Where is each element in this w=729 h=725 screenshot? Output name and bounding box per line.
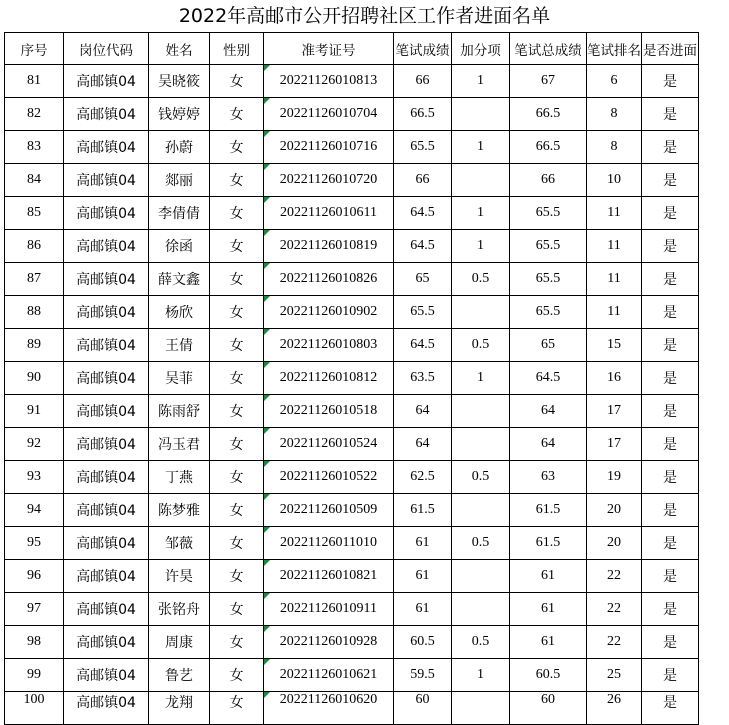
cell-name[interactable]: 吴菲 <box>149 362 210 395</box>
cell-post-code[interactable]: 高邮镇04 <box>64 428 149 461</box>
cell-gender[interactable]: 女 <box>210 131 264 164</box>
cell-seq[interactable]: 82 <box>5 98 64 131</box>
cell-gender[interactable]: 女 <box>210 65 264 98</box>
cell-rank[interactable]: 6 <box>587 65 642 98</box>
cell-total-score[interactable]: 60 <box>510 692 587 725</box>
header-bonus[interactable]: 加分项 <box>452 33 510 65</box>
cell-bonus[interactable]: 1 <box>452 131 510 164</box>
cell-post-code[interactable]: 高邮镇04 <box>64 98 149 131</box>
cell-exam-id[interactable] <box>264 296 394 329</box>
exam-id-text: 20221126010819 <box>279 238 378 253</box>
cell-gender[interactable]: 女 <box>210 428 264 461</box>
table-row <box>5 494 699 527</box>
cell-post-code[interactable]: 高邮镇04 <box>64 692 149 725</box>
cell-written-score[interactable]: 64.5 <box>394 230 452 263</box>
cell-exam-id[interactable] <box>264 329 394 362</box>
comment-marker-icon <box>264 296 270 302</box>
cell-name[interactable]: 薛文鑫 <box>149 263 210 296</box>
cell-rank[interactable]: 11 <box>587 263 642 296</box>
table-row <box>5 296 699 329</box>
cell-written-score[interactable]: 64 <box>394 428 452 461</box>
table-row <box>5 461 699 494</box>
exam-id-text: 20221126010812 <box>279 370 378 385</box>
cell-bonus[interactable] <box>452 395 510 428</box>
table-row <box>5 527 699 560</box>
cell-written-score[interactable]: 61.5 <box>394 494 452 527</box>
cell-bonus[interactable] <box>452 98 510 131</box>
cell-seq[interactable]: 84 <box>5 164 64 197</box>
cell-interview[interactable]: 是 <box>642 692 699 725</box>
table-row <box>5 263 699 296</box>
cell-seq[interactable]: 98 <box>5 626 64 659</box>
cell-written-score[interactable]: 64.5 <box>394 329 452 362</box>
cell-exam-id[interactable] <box>264 65 394 98</box>
cell-bonus[interactable] <box>452 428 510 461</box>
cell-name[interactable]: 吴晓筱 <box>149 65 210 98</box>
cell-bonus[interactable]: 1 <box>452 659 510 692</box>
cell-seq[interactable]: 94 <box>5 494 64 527</box>
cell-written-score[interactable]: 65.5 <box>394 296 452 329</box>
cell-post-code[interactable]: 高邮镇04 <box>64 65 149 98</box>
cell-interview[interactable]: 是 <box>642 230 699 263</box>
cell-rank[interactable]: 15 <box>587 329 642 362</box>
header-interview[interactable]: 是否进面 <box>642 33 699 65</box>
comment-marker-icon <box>264 428 270 434</box>
cell-bonus[interactable] <box>452 593 510 626</box>
cell-post-code[interactable]: 高邮镇04 <box>64 527 149 560</box>
cell-total-score[interactable]: 64.5 <box>510 362 587 395</box>
exam-id-text: 20221126010902 <box>279 304 378 319</box>
table-row <box>5 230 699 263</box>
cell-seq[interactable]: 86 <box>5 230 64 263</box>
cell-bonus[interactable] <box>452 296 510 329</box>
cell-seq[interactable]: 99 <box>5 659 64 692</box>
exam-id-text: 20221126010524 <box>279 436 378 451</box>
cell-total-score[interactable]: 60.5 <box>510 659 587 692</box>
page-title: 2022年高邮市公开招聘社区工作者进面名单 <box>178 5 551 27</box>
cell-seq[interactable]: 89 <box>5 329 64 362</box>
cell-bonus[interactable]: 0.5 <box>452 329 510 362</box>
table-row <box>5 395 699 428</box>
cell-post-code[interactable]: 高邮镇04 <box>64 329 149 362</box>
cell-interview[interactable]: 是 <box>642 428 699 461</box>
cell-name[interactable]: 鲁艺 <box>149 659 210 692</box>
exam-id-text: 20221126010611 <box>280 205 377 220</box>
cell-seq[interactable]: 96 <box>5 560 64 593</box>
cell-gender[interactable]: 女 <box>210 329 264 362</box>
comment-marker-icon <box>264 164 270 170</box>
cell-bonus[interactable]: 1 <box>452 65 510 98</box>
cell-rank[interactable]: 17 <box>587 428 642 461</box>
exam-id-text: 20221126010821 <box>279 568 378 583</box>
exam-id-text: 20221126010826 <box>279 271 378 286</box>
comment-marker-icon <box>264 362 270 368</box>
cell-exam-id[interactable] <box>264 164 394 197</box>
cell-exam-id[interactable] <box>264 626 394 659</box>
cell-rank[interactable]: 11 <box>587 296 642 329</box>
cell-bonus[interactable]: 1 <box>452 197 510 230</box>
cell-written-score[interactable]: 59.5 <box>394 659 452 692</box>
comment-marker-icon <box>264 197 270 203</box>
cell-rank[interactable]: 19 <box>587 461 642 494</box>
comment-marker-icon <box>264 560 270 566</box>
cell-exam-id[interactable] <box>264 527 394 560</box>
cell-interview[interactable]: 是 <box>642 65 699 98</box>
cell-name[interactable]: 冯玉君 <box>149 428 210 461</box>
cell-exam-id[interactable] <box>264 197 394 230</box>
cell-exam-id[interactable] <box>264 494 394 527</box>
cell-post-code[interactable]: 高邮镇04 <box>64 626 149 659</box>
cell-name[interactable]: 李倩倩 <box>149 197 210 230</box>
cell-gender[interactable]: 女 <box>210 263 264 296</box>
cell-total-score[interactable]: 65.5 <box>510 263 587 296</box>
table-row <box>5 197 699 230</box>
comment-marker-icon <box>264 593 270 599</box>
cell-rank[interactable]: 10 <box>587 164 642 197</box>
cell-bonus[interactable] <box>452 494 510 527</box>
exam-id-text: 20221126010716 <box>279 139 378 154</box>
cell-post-code[interactable]: 高邮镇04 <box>64 395 149 428</box>
cell-total-score[interactable]: 64 <box>510 395 587 428</box>
cell-name[interactable]: 许昊 <box>149 560 210 593</box>
cell-rank[interactable]: 22 <box>587 560 642 593</box>
cell-total-score[interactable]: 67 <box>510 65 587 98</box>
cell-exam-id[interactable] <box>264 428 394 461</box>
header-seq[interactable]: 序号 <box>5 33 64 65</box>
cell-gender[interactable]: 女 <box>210 560 264 593</box>
comment-marker-icon <box>264 131 270 137</box>
cell-exam-id[interactable] <box>264 395 394 428</box>
cell-exam-id[interactable] <box>264 560 394 593</box>
comment-marker-icon <box>264 98 270 104</box>
cell-rank[interactable]: 20 <box>587 494 642 527</box>
cell-total-score[interactable]: 66.5 <box>510 98 587 131</box>
cell-post-code[interactable]: 高邮镇04 <box>64 593 149 626</box>
cell-bonus[interactable]: 0.5 <box>452 263 510 296</box>
cell-written-score[interactable]: 66 <box>394 65 452 98</box>
cell-gender[interactable]: 女 <box>210 461 264 494</box>
comment-marker-icon <box>264 461 270 467</box>
cell-written-score[interactable]: 64 <box>394 395 452 428</box>
cell-name[interactable]: 王倩 <box>149 329 210 362</box>
cell-gender[interactable]: 女 <box>210 527 264 560</box>
cell-gender[interactable]: 女 <box>210 98 264 131</box>
comment-marker-icon <box>264 527 270 533</box>
cell-interview[interactable]: 是 <box>642 527 699 560</box>
cell-written-score[interactable]: 64.5 <box>394 197 452 230</box>
cell-interview[interactable]: 是 <box>642 329 699 362</box>
cell-seq[interactable]: 81 <box>5 65 64 98</box>
table-row <box>5 659 699 692</box>
cell-total-score[interactable]: 61 <box>510 626 587 659</box>
cell-name[interactable]: 徐函 <box>149 230 210 263</box>
cell-total-score[interactable]: 66.5 <box>510 131 587 164</box>
comment-marker-icon <box>264 65 270 71</box>
exam-id-text: 20221126010620 <box>279 692 378 707</box>
table-row <box>5 593 699 626</box>
comment-marker-icon <box>264 626 270 632</box>
cell-total-score[interactable]: 65.5 <box>510 230 587 263</box>
cell-interview[interactable]: 是 <box>642 164 699 197</box>
cell-exam-id[interactable] <box>264 230 394 263</box>
cell-gender[interactable]: 女 <box>210 659 264 692</box>
cell-post-code[interactable]: 高邮镇04 <box>64 131 149 164</box>
cell-rank[interactable]: 8 <box>587 98 642 131</box>
exam-id-text: 20221126010928 <box>279 634 378 649</box>
exam-id-text: 20221126010509 <box>279 502 378 517</box>
cell-rank[interactable]: 11 <box>587 197 642 230</box>
comment-marker-icon <box>264 494 270 500</box>
cell-seq[interactable]: 83 <box>5 131 64 164</box>
table-row <box>5 626 699 659</box>
exam-id-text: 20221126010704 <box>279 106 378 121</box>
cell-interview[interactable]: 是 <box>642 197 699 230</box>
cell-rank[interactable]: 22 <box>587 626 642 659</box>
exam-id-text: 20221126011010 <box>280 535 377 550</box>
cell-total-score[interactable]: 61.5 <box>510 527 587 560</box>
comment-marker-icon <box>264 329 270 335</box>
cell-interview[interactable]: 是 <box>642 494 699 527</box>
cell-bonus[interactable]: 1 <box>452 362 510 395</box>
cell-post-code[interactable]: 高邮镇04 <box>64 296 149 329</box>
cell-seq[interactable]: 85 <box>5 197 64 230</box>
cell-gender[interactable]: 女 <box>210 164 264 197</box>
cell-rank[interactable]: 17 <box>587 395 642 428</box>
table-row <box>5 131 699 164</box>
table-row <box>5 98 699 131</box>
cell-gender[interactable]: 女 <box>210 692 264 725</box>
cell-gender[interactable]: 女 <box>210 230 264 263</box>
cell-interview[interactable]: 是 <box>642 560 699 593</box>
cell-written-score[interactable]: 62.5 <box>394 461 452 494</box>
table-row <box>5 428 699 461</box>
cell-rank[interactable]: 16 <box>587 362 642 395</box>
exam-id-text: 20221126010911 <box>280 601 377 616</box>
cell-seq[interactable]: 90 <box>5 362 64 395</box>
table-row <box>5 362 699 395</box>
cell-gender[interactable]: 女 <box>210 362 264 395</box>
cell-gender[interactable]: 女 <box>210 494 264 527</box>
cell-post-code[interactable]: 高邮镇04 <box>64 659 149 692</box>
exam-id-text: 20221126010803 <box>279 337 378 352</box>
cell-name[interactable]: 陈雨舒 <box>149 395 210 428</box>
cell-exam-id[interactable] <box>264 131 394 164</box>
comment-marker-icon <box>264 263 270 269</box>
cell-bonus[interactable]: 0.5 <box>452 461 510 494</box>
cell-exam-id[interactable] <box>264 263 394 296</box>
cell-bonus[interactable]: 0.5 <box>452 626 510 659</box>
cell-written-score[interactable]: 60.5 <box>394 626 452 659</box>
header-rank[interactable]: 笔试排名 <box>587 33 642 65</box>
cell-gender[interactable]: 女 <box>210 593 264 626</box>
cell-total-score[interactable]: 64 <box>510 428 587 461</box>
cell-rank[interactable]: 26 <box>587 692 642 725</box>
cell-bonus[interactable] <box>452 560 510 593</box>
exam-id-text: 20221126010522 <box>279 469 378 484</box>
cell-total-score[interactable]: 65 <box>510 329 587 362</box>
comment-marker-icon <box>264 659 270 665</box>
exam-id-text: 20221126010518 <box>279 403 378 418</box>
cell-rank[interactable]: 11 <box>587 230 642 263</box>
cell-total-score[interactable]: 65.5 <box>510 296 587 329</box>
exam-id-text: 20221126010621 <box>279 667 378 682</box>
header-post-code[interactable]: 岗位代码 <box>64 33 149 65</box>
cell-seq[interactable]: 97 <box>5 593 64 626</box>
exam-id-text: 20221126010720 <box>279 172 378 187</box>
cell-written-score[interactable]: 65.5 <box>394 131 452 164</box>
table-row <box>5 560 699 593</box>
cell-name[interactable]: 杨欣 <box>149 296 210 329</box>
cell-post-code[interactable]: 高邮镇04 <box>64 230 149 263</box>
table-row <box>5 329 699 362</box>
cell-seq[interactable]: 100 <box>5 692 64 725</box>
cell-exam-id[interactable] <box>264 593 394 626</box>
cell-exam-id[interactable] <box>264 659 394 692</box>
cell-interview[interactable]: 是 <box>642 296 699 329</box>
cell-post-code[interactable]: 高邮镇04 <box>64 197 149 230</box>
cell-interview[interactable]: 是 <box>642 395 699 428</box>
cell-gender[interactable]: 女 <box>210 296 264 329</box>
exam-id-text: 20221126010813 <box>279 73 378 88</box>
cell-name[interactable]: 张铭舟 <box>149 593 210 626</box>
cell-seq[interactable]: 91 <box>5 395 64 428</box>
cell-interview[interactable]: 是 <box>642 362 699 395</box>
cell-interview[interactable]: 是 <box>642 461 699 494</box>
cell-name[interactable]: 邹薇 <box>149 527 210 560</box>
cell-total-score[interactable]: 61 <box>510 560 587 593</box>
cell-post-code[interactable]: 高邮镇04 <box>64 494 149 527</box>
cell-bonus[interactable] <box>452 164 510 197</box>
cell-written-score[interactable]: 61 <box>394 560 452 593</box>
cell-seq[interactable]: 92 <box>5 428 64 461</box>
cell-written-score[interactable]: 63.5 <box>394 362 452 395</box>
cell-name[interactable]: 龙翔 <box>149 692 210 725</box>
cell-name[interactable]: 孙蔚 <box>149 131 210 164</box>
comment-marker-icon <box>264 230 270 236</box>
cell-rank[interactable]: 20 <box>587 527 642 560</box>
cell-gender[interactable]: 女 <box>210 395 264 428</box>
cell-rank[interactable]: 25 <box>587 659 642 692</box>
cell-written-score[interactable]: 66 <box>394 164 452 197</box>
cell-seq[interactable]: 95 <box>5 527 64 560</box>
header-name[interactable]: 姓名 <box>149 33 210 65</box>
cell-exam-id[interactable] <box>264 98 394 131</box>
cell-post-code[interactable]: 高邮镇04 <box>64 164 149 197</box>
cell-interview[interactable]: 是 <box>642 263 699 296</box>
header-exam-id[interactable]: 准考证号 <box>264 33 394 65</box>
cell-interview[interactable]: 是 <box>642 593 699 626</box>
cell-written-score[interactable]: 61 <box>394 593 452 626</box>
cell-total-score[interactable]: 66 <box>510 164 587 197</box>
cell-interview[interactable]: 是 <box>642 98 699 131</box>
cell-exam-id[interactable] <box>264 461 394 494</box>
cell-written-score[interactable]: 66.5 <box>394 98 452 131</box>
header-gender[interactable]: 性别 <box>210 33 264 65</box>
cell-interview[interactable]: 是 <box>642 131 699 164</box>
cell-written-score[interactable]: 65 <box>394 263 452 296</box>
cell-gender[interactable]: 女 <box>210 626 264 659</box>
header-written-score[interactable]: 笔试成绩 <box>394 33 452 65</box>
cell-name[interactable]: 周康 <box>149 626 210 659</box>
cell-name[interactable]: 钱婷婷 <box>149 98 210 131</box>
cell-post-code[interactable]: 高邮镇04 <box>64 461 149 494</box>
comment-marker-icon <box>264 395 270 401</box>
cell-total-score[interactable]: 61.5 <box>510 494 587 527</box>
cell-post-code[interactable]: 高邮镇04 <box>64 560 149 593</box>
cell-post-code[interactable]: 高邮镇04 <box>64 362 149 395</box>
cell-name[interactable]: 陈梦雅 <box>149 494 210 527</box>
candidate-table <box>4 32 699 725</box>
cell-written-score[interactable]: 61 <box>394 527 452 560</box>
cell-bonus[interactable]: 0.5 <box>452 527 510 560</box>
cell-rank[interactable]: 22 <box>587 593 642 626</box>
cell-total-score[interactable]: 61 <box>510 593 587 626</box>
table-row <box>5 65 699 98</box>
cell-name[interactable]: 丁燕 <box>149 461 210 494</box>
cell-total-score[interactable]: 63 <box>510 461 587 494</box>
cell-post-code[interactable]: 高邮镇04 <box>64 263 149 296</box>
header-total-score[interactable]: 笔试总成绩 <box>510 33 587 65</box>
cell-total-score[interactable]: 65.5 <box>510 197 587 230</box>
header-row <box>5 33 699 65</box>
cell-seq[interactable]: 87 <box>5 263 64 296</box>
cell-interview[interactable]: 是 <box>642 626 699 659</box>
cell-name[interactable]: 郯丽 <box>149 164 210 197</box>
cell-interview[interactable]: 是 <box>642 659 699 692</box>
cell-seq[interactable]: 93 <box>5 461 64 494</box>
comment-marker-icon <box>264 692 270 698</box>
cell-seq[interactable]: 88 <box>5 296 64 329</box>
table-row <box>5 164 699 197</box>
cell-written-score[interactable]: 60 <box>394 692 452 725</box>
cell-gender[interactable]: 女 <box>210 197 264 230</box>
cell-exam-id[interactable] <box>264 362 394 395</box>
cell-bonus[interactable]: 1 <box>452 230 510 263</box>
cell-rank[interactable]: 8 <box>587 131 642 164</box>
